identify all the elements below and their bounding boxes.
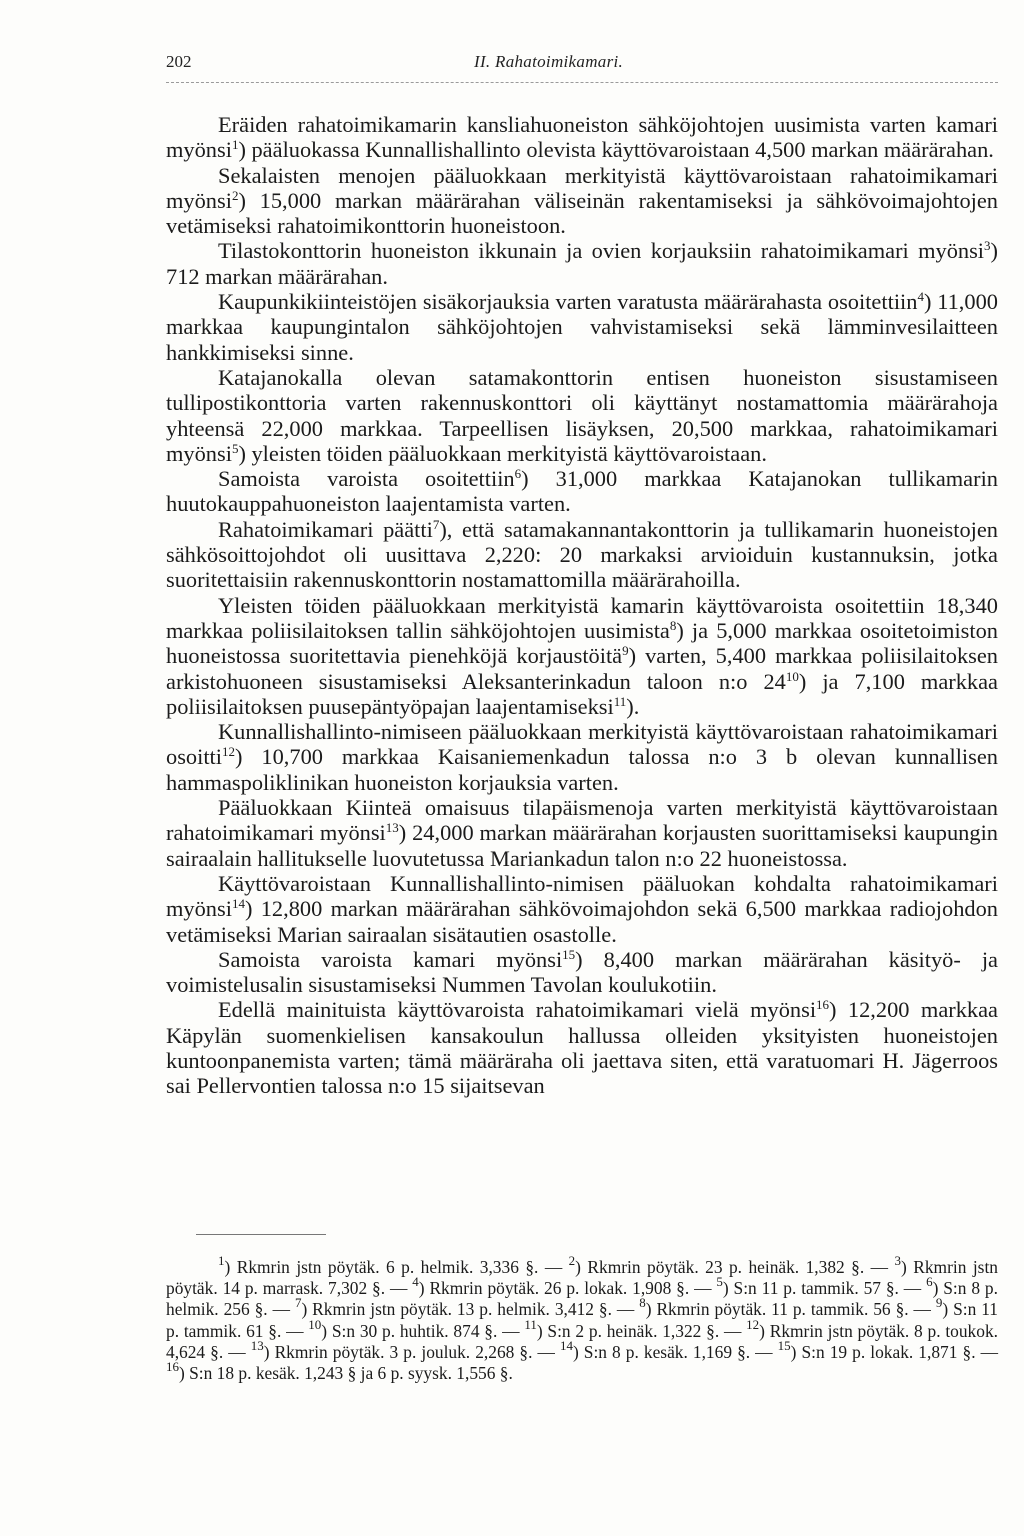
text-run: ) Rkmrin jstn pöytäk. 8 p. toukok. 4,624 §. — — [166, 1320, 998, 1362]
text-run: ) 12,800 markan määrärahan sähkövoimajohdon sekä 6,500 markkaa radiojohdon vetämiseksi Marian sairaalan sisätautien osastolle. — [166, 896, 998, 947]
text-run: ) Rkmrin jstn pöytäk. 14 p. marrask. 7,302 §. — — [166, 1257, 998, 1299]
footnote-marker: 14 — [559, 1337, 573, 1353]
text-run: ) 15,000 markan määrärahan väliseinän rakentamiseksi ja sähkövoimajohtojen vetämiseksi rahatoimikonttorin huoneistoon. — [166, 187, 998, 239]
footnote-marker: 13 — [250, 1337, 264, 1353]
text-run: ) ja 7,100 markkaa poliisilaitoksen puusepäntyöpajan laajentamiseksi — [166, 668, 998, 719]
footnotes-section — [166, 1234, 998, 1384]
footnote-marker: 4 — [412, 1274, 419, 1290]
footnote-marker: 12 — [746, 1316, 760, 1332]
running-header — [166, 52, 998, 82]
text-run: Samoista varoista kamari myönsi — [218, 946, 563, 972]
footnote-marker: 13 — [385, 820, 399, 836]
text-run: Eräiden rahatoimikamarin kansliahuoneiston sähköjohtojen uusimista varten kamari myönsi — [166, 112, 998, 163]
footnote-marker: 3 — [984, 238, 991, 254]
paragraph — [166, 719, 998, 795]
header-rule — [166, 82, 998, 83]
text-run: Tilastokonttorin huoneiston ikkunain ja ovien korjauksiin rahatoimikamari myönsi — [218, 238, 985, 264]
text-run: ) ja 5,000 markkaa osoitetoimiston huoneistossa suoritettavia pienehköjä korjaustöitä — [166, 617, 998, 669]
footnote-marker: 5 — [716, 1274, 723, 1290]
text-run: ) Rkmrin pöytäk. 23 p. heinäk. 1,382 §. — — [575, 1257, 895, 1277]
text-run: Sekalaisten menojen pääluokkaan merkityistä käyttövaroistaan rahatoimikamari myönsi — [166, 162, 998, 213]
text-run: ) S:n 2 p. heinäk. 1,322 §. — — [536, 1320, 747, 1341]
footnote-marker: 2 — [231, 187, 239, 203]
text-run: ), että satamakannantakonttorin ja tullikamarin huoneistojen sähkösoittojohdot oli uusittava 2,220: 20 markaksi arvioiduin kustannuksin, jotka suoritettaisiin rakennuskonttorin nostamattomilla määrärahoilla. — [166, 516, 998, 593]
text-run: Edellä mainituista käyttövaroista rahatoimikamari vielä myönsi — [218, 997, 817, 1023]
text-run: Katajanokalla olevan satamakonttorin entisen huoneiston sisustamiseen tullipostikonttoria varten rakennuskonttori oli käyttänyt nostamattomia määrärahoja yhteensä 22,000 markkaa. Tarpeellisen lisäyksen, 20,500 markkaa, rahatoimikamari myönsi — [166, 364, 998, 466]
footnote-marker: 7 — [432, 516, 440, 532]
footnote-marker: 7 — [294, 1295, 302, 1311]
footnote-marker: 1 — [218, 1253, 225, 1268]
text-run: ) S:n 8 p. helmik. 256 §. — — [166, 1278, 998, 1320]
text-run: ) S:n 8 p. kesäk. 1,169 §. — — [572, 1341, 778, 1362]
text-run: ). — [626, 693, 640, 719]
text-run: Kaupunkikiinteistöjen sisäkorjauksia varten varatusta määrärahasta osoitettiin — [218, 289, 918, 315]
footnote-marker: 15 — [562, 946, 576, 962]
text-run: ) Rkmrin jstn pöytäk. 13 p. helmik. 3,412 §. — — [301, 1299, 640, 1320]
text-run: ) 31,000 markkaa Katajanokan tullikamarin huutokauppahuoneiston laajentamista varten. — [166, 466, 998, 517]
text-run: ) 12,200 markkaa Käpylän suomenkielisen kansakoulun hallussa olleiden yksityisten huoneistojen kuntoonpanemista varten; tämä määräraha oli jaettava siten, että varatuomari H. Jägerroos sai Pellervontien talossa n:o 15 sijaitsevan — [166, 997, 998, 1099]
text-run: ) pääluokassa Kunnallishallinto olevista käyttövaroistaan 4,500 markan määrärahan. — [238, 137, 994, 163]
paragraph — [166, 238, 998, 289]
footnote-marker: 6 — [514, 466, 522, 482]
paragraph — [166, 871, 998, 947]
paragraph — [166, 997, 998, 1098]
footnote-marker: 4 — [917, 289, 924, 305]
text-run: ) Rkmrin pöytäk. 11 p. tammik. 56 §. — — [645, 1299, 936, 1320]
paragraph — [166, 365, 998, 466]
text-run: Pääluokkaan Kiinteä omaisuus tilapäismenoja varten merkityistä käyttövaroistaan rahatoimikamari myönsi — [166, 795, 998, 846]
paragraph — [166, 517, 998, 593]
text-run: ) 10,700 markkaa Kaisaniemenkadun talossa n:o 3 b olevan kunnallisen hammaspoliklinikan huoneiston korjauksia varten. — [166, 744, 998, 795]
footnote-marker: 2 — [568, 1253, 576, 1268]
text-run: ) yleisten töiden pääluokkaan merkityistä käyttövaroistaan. — [238, 440, 767, 466]
paragraph — [166, 947, 998, 998]
footnote-marker: 1 — [231, 137, 239, 153]
footnote-marker: 8 — [669, 617, 677, 633]
page-number: 202 — [166, 52, 192, 71]
text-run: Kunnallishallinto-nimiseen pääluokkaan merkityistä käyttövaroistaan rahatoimikamari osoitti — [166, 719, 998, 770]
footnote-marker: 14 — [231, 896, 245, 912]
text-run: ) 712 markan määrärahan. — [166, 238, 998, 289]
text-run: ) 8,400 markan määrärahan käsityö- ja voimistelusalin sisustamiseksi Nummen Tavolan koulukotiin. — [166, 946, 998, 998]
running-title: II. Rahatoimikamari. — [474, 52, 624, 71]
text-run: Käyttövaroistaan Kunnallishallinto-nimisen pääluokan kohdalta rahatoimikamari myönsi — [166, 870, 998, 922]
text-run: Rahatoimikamari päätti — [218, 516, 433, 542]
paragraph — [166, 466, 998, 517]
footnote-rule — [196, 1234, 326, 1235]
text-run: ) S:n 11 p. tammik. 57 §. — — [722, 1278, 927, 1299]
paragraph — [166, 289, 998, 365]
footnote-marker: 5 — [231, 440, 239, 456]
paragraph — [166, 163, 998, 239]
footnote-marker: 16 — [166, 1359, 179, 1375]
text-run: Yleisten töiden pääluokkaan merkityistä kamarin käyttövaroista osoitettiin 18,340 markkaa poliisilaitoksen tallin sähköjohtojen uusimista — [166, 592, 998, 643]
footnote-marker: 3 — [894, 1253, 902, 1268]
footnote-marker: 15 — [777, 1337, 791, 1353]
footnote-marker: 9 — [935, 1295, 943, 1311]
text-run: ) Rkmrin jstn pöytäk. 6 p. helmik. 3,336 §. — — [224, 1257, 569, 1277]
footnote-marker: 10 — [785, 668, 799, 684]
footnote-marker: 11 — [613, 693, 627, 709]
text-run: ) S:n 30 p. huhtik. 874 §. — — [321, 1320, 525, 1341]
paragraph — [166, 593, 998, 719]
text-run: ) S:n 19 p. lokak. 1,871 §. — — [790, 1341, 998, 1362]
footnote-text — [166, 1253, 999, 1384]
footnote-marker: 9 — [622, 643, 629, 659]
footnote-marker: 16 — [816, 997, 830, 1013]
text-run: ) 11,000 markkaa kaupungintalon sähköjohtojen vahvistamiseksi sekä lämminvesilaitteen hankkimiseksi sinne. — [166, 289, 998, 365]
footnote-marker: 6 — [926, 1274, 933, 1290]
text-run: ) S:n 18 p. kesäk. 1,243 § ja 6 p. syysk. 1,556 §. — [179, 1363, 513, 1384]
paragraph — [166, 795, 998, 871]
text-run: Samoista varoista osoitettiin — [218, 466, 515, 492]
paragraph — [166, 112, 998, 163]
text-run: ) varten, 5,400 markkaa poliisilaitoksen arkistohuoneen sisustamiseksi Aleksanterinkadun taloon n:o 24 — [166, 643, 998, 694]
footnote-marker: 12 — [222, 744, 235, 760]
text-run: ) Rkmrin pöytäk. 26 p. lokak. 1,908 §. — — [418, 1278, 717, 1299]
footnote-marker: 11 — [524, 1316, 537, 1332]
body-text — [166, 112, 998, 1099]
text-run: ) S:n 11 p. tammik. 61 §. — — [166, 1299, 999, 1341]
text-run: ) Rkmrin pöytäk. 3 p. jouluk. 2,268 §. — — [263, 1341, 560, 1362]
footnote-marker: 8 — [639, 1295, 646, 1311]
footnote-marker: 10 — [308, 1316, 322, 1332]
text-run: ) 24,000 markan määrärahan korjausten suorittamiseksi kaupungin sairaalain hallitukselle luovutetussa Mariankadun talon n:o 22 huoneistossa. — [166, 820, 998, 871]
